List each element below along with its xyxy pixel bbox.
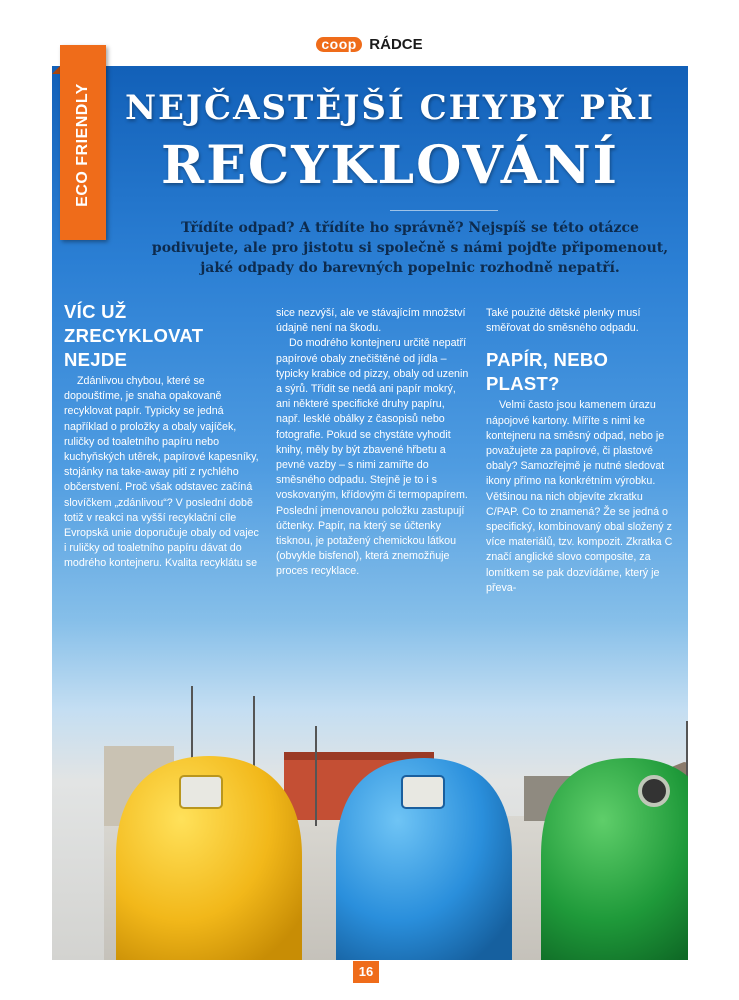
blue-bin-slot xyxy=(402,776,444,808)
lead-line: jaké odpady do barevných popelnic rozhodně nepatří. xyxy=(200,260,620,276)
recycling-bins-photo xyxy=(104,666,688,960)
coop-logo: coop xyxy=(316,37,361,52)
page-number: 16 xyxy=(353,961,379,983)
eco-friendly-ribbon xyxy=(60,45,106,240)
paragraph: Také použité dětské plenky musí směřovat do směsného odpadu. xyxy=(486,307,641,335)
section-heading: PAPÍR, NEBO PLAST? xyxy=(486,349,609,395)
lead-line: Třídíte odpad? A třídíte ho správně? Nejspíš se této otázce xyxy=(181,220,639,236)
lead-line: podivujete, ale pro jistotu si společně s námi pojďte připomenout, xyxy=(151,240,669,256)
section-name: RÁDCE xyxy=(369,36,423,54)
article-column-2 xyxy=(276,306,472,580)
paragraph: Do modrého kontejneru určitě nepatří papírové obaly znečištěné od jídla – typicky krabice od pizzy, obaly od uzenin a sýrů. Třídit se nedá ani papír mokrý, ani některé specifické druhy papíru, např. lesklé obálky z časopisů nebo fotografie. Pokud se chystáte vyhodit knihy, měly by být zbavené hřbetu a pevné vazby – s nimi zamiřte do směsného odpadu. Stejně je to i s voskovaným, křídovým či termopapírem. Poslední jmenovanou položku zastupují účtenky. Papír, na který se účtenky tisknou, je potažený chemickou látkou (obvykle bisfenol), která znemožňuje proces recyklace. xyxy=(276,337,469,578)
article-column-1 xyxy=(64,300,260,572)
title-divider xyxy=(390,210,498,211)
brand-header xyxy=(0,36,739,58)
green-bin-hole xyxy=(640,777,668,805)
article-column-3 xyxy=(486,306,676,596)
paragraph: sice nezvýší, ale ve stávajícím množství údajně není na škodu. xyxy=(276,307,466,335)
ribbon-label: ECO FRIENDLY xyxy=(74,83,91,207)
ribbon-fold xyxy=(52,66,60,74)
paragraph: Velmi často jsou kamenem úrazu nápojové kartony. Míříte s nimi ke kontejneru na směsný odpad, nebo je považujete za papírové, či plastové obaly? Samozřejmě je nutné sledovat ikony přímo na konkrétním výrobku. Většinou na nich objevíte zkratku C/PAP. Co to znamená? Že se jedná o specifický, kombinovaný obal složený z více materiálů, tzv. kompozit. Zkratka C značí anglické slovo composite, za lomítkem se pak dozvídáme, který je převa- xyxy=(486,399,673,594)
title-line-1: NEJČASTĚJŠÍ CHYBY PŘI xyxy=(124,88,656,128)
lead-paragraph xyxy=(150,218,670,278)
yellow-bin-slot xyxy=(180,776,222,808)
section-heading: VÍC UŽ ZRECYKLOVAT NEJDE xyxy=(64,301,204,370)
title-line-2: RECYKLOVÁNÍ xyxy=(160,135,619,196)
paragraph: Zdánlivou chybou, které se dopouštíme, je snaha opakovaně recyklovat papír. Typicky se jedná například o proložky a obaly vajíček, ruličky od toaletního papíru nebo kuchyňských utěrek, papírové kapesníky, stojánky na take-away pití z rychlého občerstvení. Proč však odstavec začíná slovíčkem „zdánlivou“? V poslední době totiž v reakci na vyšší recyklační cíle Evropská unie doporučuje obaly od vajec i ruličky od toaletního papíru dávat do modrého kontejneru. Kvalita recyklátu se xyxy=(64,375,259,570)
